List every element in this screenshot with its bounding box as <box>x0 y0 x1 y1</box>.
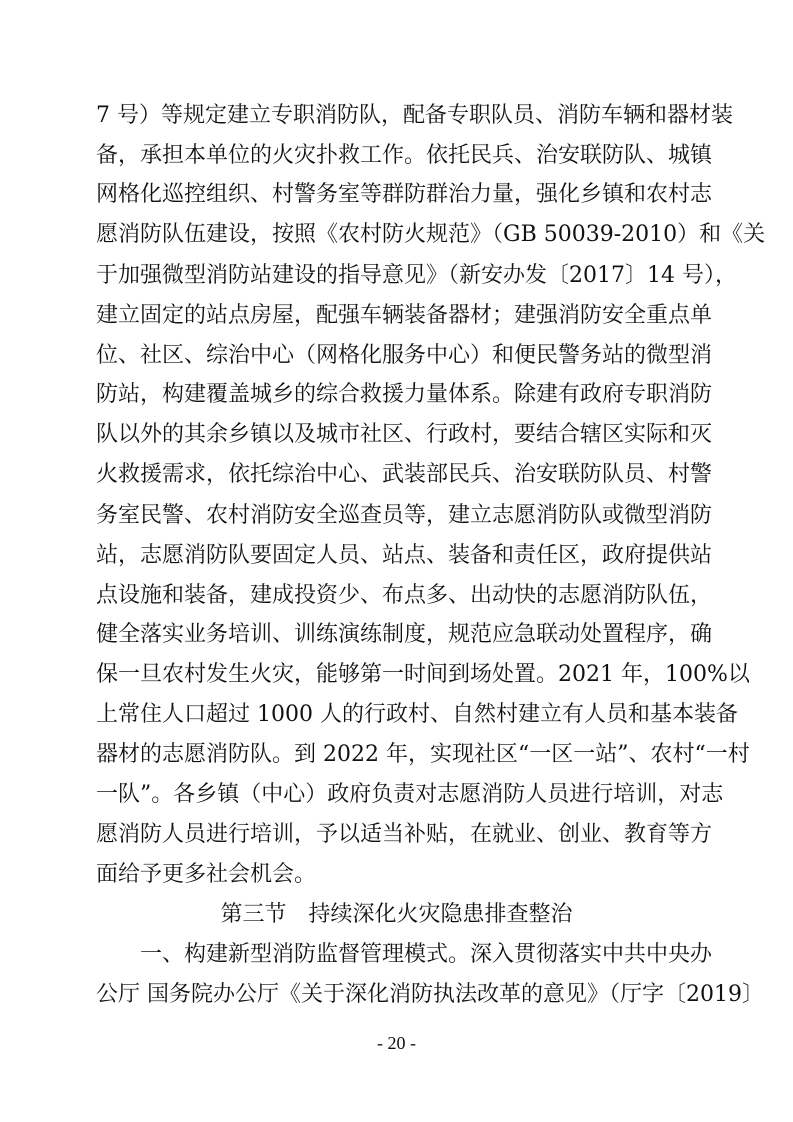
body-text-line: 队以外的其余乡镇以及城市社区、行政村，要结合辖区实际和灭 <box>96 422 713 447</box>
body-text-line: 一队”。各乡镇（中心）政府负责对志愿消防人员进行培训，对志 <box>96 782 724 807</box>
body-text-line: 7 号）等规定建立专职消防队，配备专职队员、消防车辆和器材装 <box>96 103 733 128</box>
body-text-line: 愿消防队伍建设，按照《农村防火规范》（GB 50039-2010）和《关 <box>96 222 766 247</box>
body-text-line: 网格化巡控组织、村警务室等群防群治力量，强化乡镇和农村志 <box>96 182 713 207</box>
body-text-line: 健全落实业务培训、训练演练制度，规范应急联动处置程序，确 <box>96 622 713 647</box>
body-text-line: 备，承担本单位的火灾扑救工作。依托民兵、治安联防队、城镇 <box>96 143 713 168</box>
body-text-line: 上常住人口超过 1000 人的行政村、自然村建立有人员和基本装备 <box>96 702 738 727</box>
page-number: - 20 - <box>377 1033 416 1053</box>
body-text-line: 站，志愿消防队要固定人员、站点、装备和责任区，政府提供站 <box>96 543 713 568</box>
body-text-line: 一、构建新型消防监督管理模式。深入贯彻落实中共中央办 <box>96 942 713 967</box>
body-text-line: 器材的志愿消防队。到 2022 年，实现社区“一区一站”、农村“一村 <box>96 742 750 767</box>
body-text-line: 愿消防人员进行培训，予以适当补贴，在就业、创业、教育等方 <box>96 822 713 847</box>
body-text-line: 防站，构建覆盖城乡的综合救援力量体系。除建有政府专职消防 <box>96 382 713 407</box>
body-text-line: 建立固定的站点房屋，配强车辆装备器材；建强消防安全重点单 <box>96 303 713 328</box>
body-text-line: 于加强微型消防站建设的指导意见》（新安办发〔2017〕14 号）， <box>96 263 737 288</box>
body-text-line: 公厅 国务院办公厅《关于深化消防执法改革的意见》（厅字〔2019〕 <box>96 982 764 1007</box>
body-text-line: 保一旦农村发生火灾，能够第一时间到场处置。2021 年，100%以 <box>96 662 750 687</box>
body-text-line: 面给予更多社会机会。 <box>96 862 317 887</box>
body-text-line: 点设施和装备，建成投资少、布点多、出动快的志愿消防队伍， <box>96 583 713 608</box>
body-text-line: 务室民警、农村消防安全巡查员等，建立志愿消防队或微型消防 <box>96 503 713 528</box>
section-heading: 第三节 持续深化火灾隐患排查整治 <box>220 902 573 927</box>
body-text-line: 位、社区、综治中心（网格化服务中心）和便民警务站的微型消 <box>96 343 713 368</box>
body-text-line: 火救援需求，依托综治中心、武装部民兵、治安联防队员、村警 <box>96 462 713 487</box>
